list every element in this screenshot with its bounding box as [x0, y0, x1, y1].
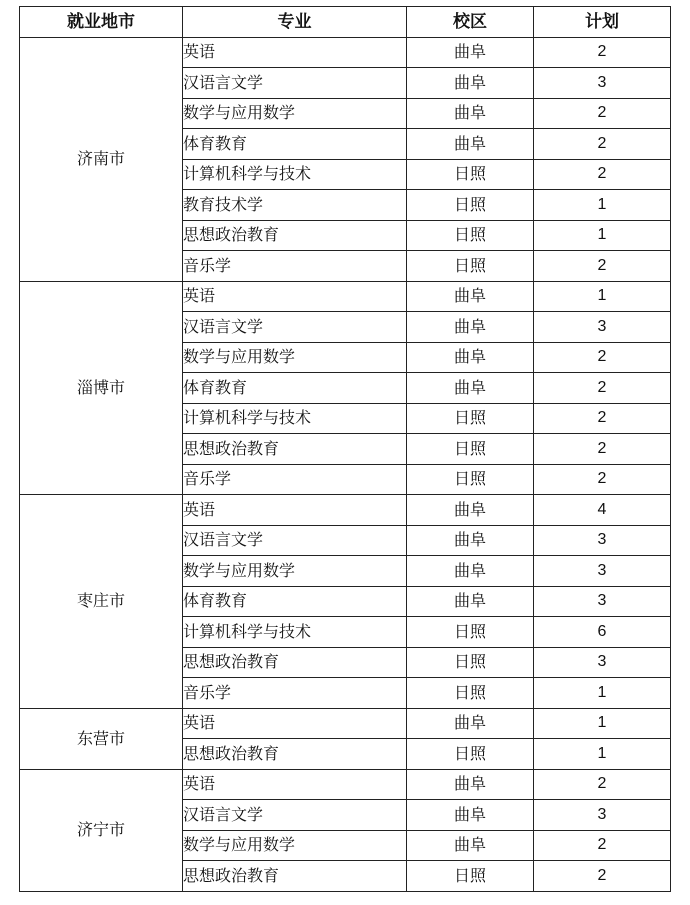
plan-count-cell: 3 — [534, 647, 671, 678]
campus-cell: 日照 — [407, 190, 534, 221]
major-cell: 计算机科学与技术 — [183, 403, 407, 434]
campus-cell: 曲阜 — [407, 281, 534, 312]
campus-cell: 曲阜 — [407, 342, 534, 373]
major-cell: 数学与应用数学 — [183, 830, 407, 861]
plan-count-cell: 2 — [534, 129, 671, 160]
major-cell: 体育教育 — [183, 373, 407, 404]
city-cell: 济南市 — [20, 37, 183, 281]
campus-cell: 曲阜 — [407, 800, 534, 831]
campus-cell: 日照 — [407, 251, 534, 282]
campus-cell: 日照 — [407, 220, 534, 251]
plan-count-cell: 1 — [534, 739, 671, 770]
campus-cell: 曲阜 — [407, 708, 534, 739]
plan-count-cell: 2 — [534, 251, 671, 282]
major-cell: 数学与应用数学 — [183, 342, 407, 373]
campus-cell: 日照 — [407, 403, 534, 434]
campus-cell: 曲阜 — [407, 373, 534, 404]
major-cell: 英语 — [183, 708, 407, 739]
plan-count-cell: 1 — [534, 190, 671, 221]
header-major: 专业 — [183, 7, 407, 38]
table-header — [20, 7, 671, 38]
campus-cell: 曲阜 — [407, 830, 534, 861]
campus-cell: 曲阜 — [407, 68, 534, 99]
campus-cell: 日照 — [407, 434, 534, 465]
plan-count-cell: 2 — [534, 830, 671, 861]
major-cell: 思想政治教育 — [183, 739, 407, 770]
major-cell: 思想政治教育 — [183, 220, 407, 251]
campus-cell: 日照 — [407, 617, 534, 648]
campus-cell: 日照 — [407, 159, 534, 190]
city-cell: 枣庄市 — [20, 495, 183, 709]
campus-cell: 曲阜 — [407, 525, 534, 556]
campus-cell: 日照 — [407, 647, 534, 678]
major-cell: 体育教育 — [183, 129, 407, 160]
plan-count-cell: 1 — [534, 708, 671, 739]
campus-cell: 曲阜 — [407, 129, 534, 160]
major-cell: 体育教育 — [183, 586, 407, 617]
plan-count-cell: 3 — [534, 556, 671, 587]
campus-cell: 日照 — [407, 678, 534, 709]
plan-count-cell: 2 — [534, 861, 671, 892]
major-cell: 英语 — [183, 769, 407, 800]
plan-count-cell: 2 — [534, 464, 671, 495]
plan-count-cell: 3 — [534, 800, 671, 831]
plan-count-cell: 1 — [534, 281, 671, 312]
major-cell: 思想政治教育 — [183, 647, 407, 678]
table-body — [20, 37, 671, 891]
plan-count-cell: 2 — [534, 342, 671, 373]
plan-count-cell: 6 — [534, 617, 671, 648]
plan-count-cell: 2 — [534, 403, 671, 434]
major-cell: 音乐学 — [183, 251, 407, 282]
plan-count-cell: 3 — [534, 586, 671, 617]
table-row — [20, 281, 671, 312]
city-cell: 淄博市 — [20, 281, 183, 495]
campus-cell: 曲阜 — [407, 37, 534, 68]
plan-count-cell: 2 — [534, 98, 671, 129]
major-cell: 英语 — [183, 495, 407, 526]
major-cell: 汉语言文学 — [183, 68, 407, 99]
campus-cell: 曲阜 — [407, 312, 534, 343]
campus-cell: 曲阜 — [407, 769, 534, 800]
major-cell: 英语 — [183, 37, 407, 68]
major-cell: 英语 — [183, 281, 407, 312]
plan-count-cell: 3 — [534, 525, 671, 556]
city-cell: 东营市 — [20, 708, 183, 769]
table-row — [20, 769, 671, 800]
plan-count-cell: 4 — [534, 495, 671, 526]
campus-cell: 日照 — [407, 861, 534, 892]
major-cell: 汉语言文学 — [183, 312, 407, 343]
major-cell: 汉语言文学 — [183, 800, 407, 831]
major-cell: 教育技术学 — [183, 190, 407, 221]
header-campus: 校区 — [407, 7, 534, 38]
campus-cell: 曲阜 — [407, 495, 534, 526]
major-cell: 思想政治教育 — [183, 861, 407, 892]
header-row — [20, 7, 671, 38]
major-cell: 音乐学 — [183, 464, 407, 495]
plan-count-cell: 2 — [534, 434, 671, 465]
major-cell: 数学与应用数学 — [183, 556, 407, 587]
major-cell: 思想政治教育 — [183, 434, 407, 465]
table-row — [20, 37, 671, 68]
major-cell: 汉语言文学 — [183, 525, 407, 556]
plan-count-cell: 1 — [534, 220, 671, 251]
plan-count-cell: 3 — [534, 68, 671, 99]
table-row — [20, 708, 671, 739]
plan-count-cell: 3 — [534, 312, 671, 343]
campus-cell: 日照 — [407, 739, 534, 770]
city-cell: 济宁市 — [20, 769, 183, 891]
employment-plan-table — [19, 6, 671, 892]
major-cell: 数学与应用数学 — [183, 98, 407, 129]
plan-count-cell: 2 — [534, 37, 671, 68]
table-row — [20, 495, 671, 526]
major-cell: 音乐学 — [183, 678, 407, 709]
campus-cell: 曲阜 — [407, 586, 534, 617]
plan-count-cell: 2 — [534, 159, 671, 190]
header-city: 就业地市 — [20, 7, 183, 38]
plan-count-cell: 2 — [534, 769, 671, 800]
major-cell: 计算机科学与技术 — [183, 159, 407, 190]
plan-count-cell: 1 — [534, 678, 671, 709]
campus-cell: 日照 — [407, 464, 534, 495]
campus-cell: 曲阜 — [407, 98, 534, 129]
header-plan: 计划 — [534, 7, 671, 38]
campus-cell: 曲阜 — [407, 556, 534, 587]
plan-count-cell: 2 — [534, 373, 671, 404]
major-cell: 计算机科学与技术 — [183, 617, 407, 648]
